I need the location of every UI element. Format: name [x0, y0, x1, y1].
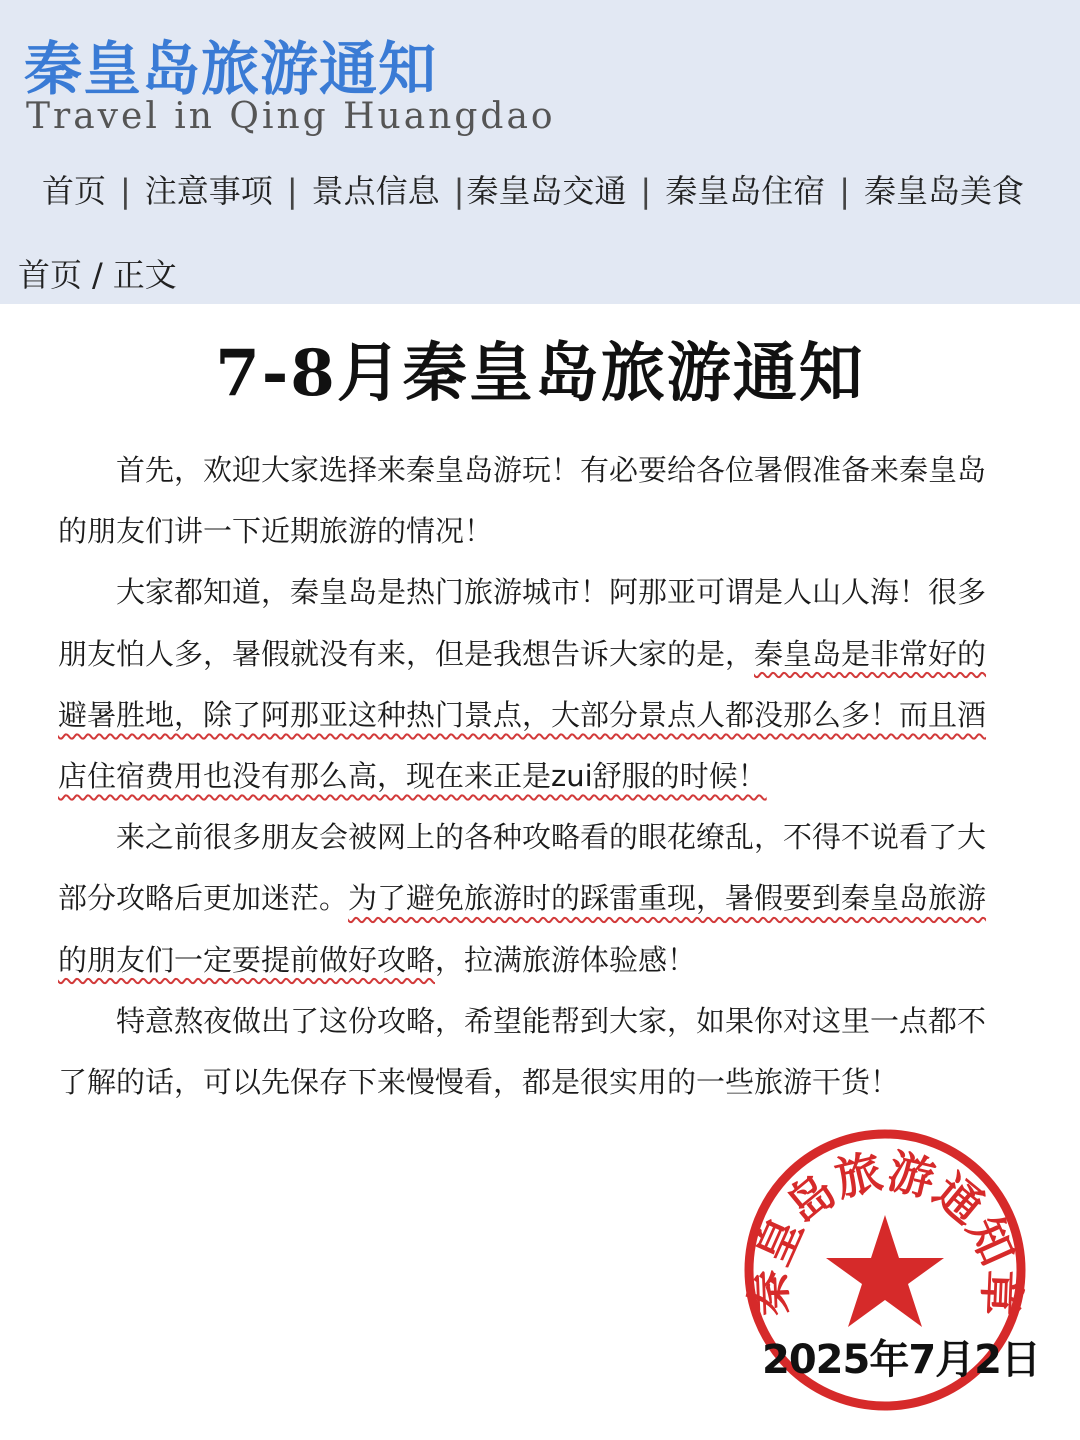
nav-item-home[interactable]: 首页 [42, 172, 107, 210]
site-header [0, 0, 1080, 304]
nav-item-notices[interactable]: 注意事项 [144, 172, 273, 210]
nav-separator: | [839, 172, 850, 210]
paragraph [58, 562, 1008, 807]
paragraph-text: 首先，欢迎大家选择来秦皇岛游玩！有必要给各位暑假准备来秦皇岛的朋友们讲一下近期旅游的情况！ [58, 453, 987, 549]
nav-separator: | [286, 172, 298, 210]
paragraph [58, 807, 1008, 991]
nav-item-attractions[interactable]: 景点信息 [311, 172, 440, 210]
breadcrumb-current: 正文 [112, 256, 177, 294]
article-title: 7-8月秦皇岛旅游通知 [215, 336, 865, 411]
nav-item-lodging[interactable]: 秦皇岛住宿 [665, 172, 826, 210]
breadcrumb [18, 250, 177, 296]
site-subtitle: Travel in Qing Huangdao [26, 96, 556, 137]
breadcrumb-home[interactable]: 首页 [18, 256, 83, 294]
main-nav [42, 166, 1024, 212]
paragraph-text: 大家都知道，秦皇岛是热门旅游城市！阿那亚可谓是人山人海！很多朋友怕人多，暑假就没有来，但是我想告诉大家的是， [58, 575, 987, 671]
stamp-date: 2025年7月2日 [762, 1337, 1040, 1383]
nav-separator: | [120, 172, 131, 210]
paragraph-text: 来之前很多朋友会被网上的各种攻略看的眼花缭乱，不得不说看了大部分攻略后更加迷茫。 [58, 820, 987, 916]
breadcrumb-separator: / [92, 256, 103, 294]
nav-separator: | [640, 172, 652, 210]
highlighted-text: 秦皇岛是非常好的避暑胜地，除了阿那亚这种热门景点，大部分景点人都没那么多！而且酒店住宿费用也没有那么高，现在来正是zui舒服的时候！ [58, 636, 987, 794]
paragraph-text: 特意熬夜做出了这份攻略，希望能帮到大家，如果你对这里一点都不了解的话，可以先保存下来慢慢看，都是很实用的一些旅游干货！ [58, 1003, 987, 1100]
seal-text: 秦皇岛旅游通知章 [741, 1143, 1029, 1317]
paragraph [58, 440, 1008, 562]
highlighted-text: 为了避免旅游时的踩雷重现，暑假要到秦皇岛旅游的朋友们一定要提前做好攻略 [58, 881, 987, 977]
article-body [58, 440, 1008, 1113]
nav-item-food[interactable]: 秦皇岛美食 [863, 172, 1024, 210]
nav-item-transport[interactable]: 秦皇岛交通 [466, 172, 627, 210]
site-title[interactable]: 秦皇岛旅游通知 [24, 35, 438, 103]
star-icon [826, 1215, 944, 1327]
paragraph [58, 991, 1008, 1113]
paragraph-text: ，拉满旅游体验感！ [435, 942, 697, 977]
nav-separator: | [453, 172, 465, 210]
